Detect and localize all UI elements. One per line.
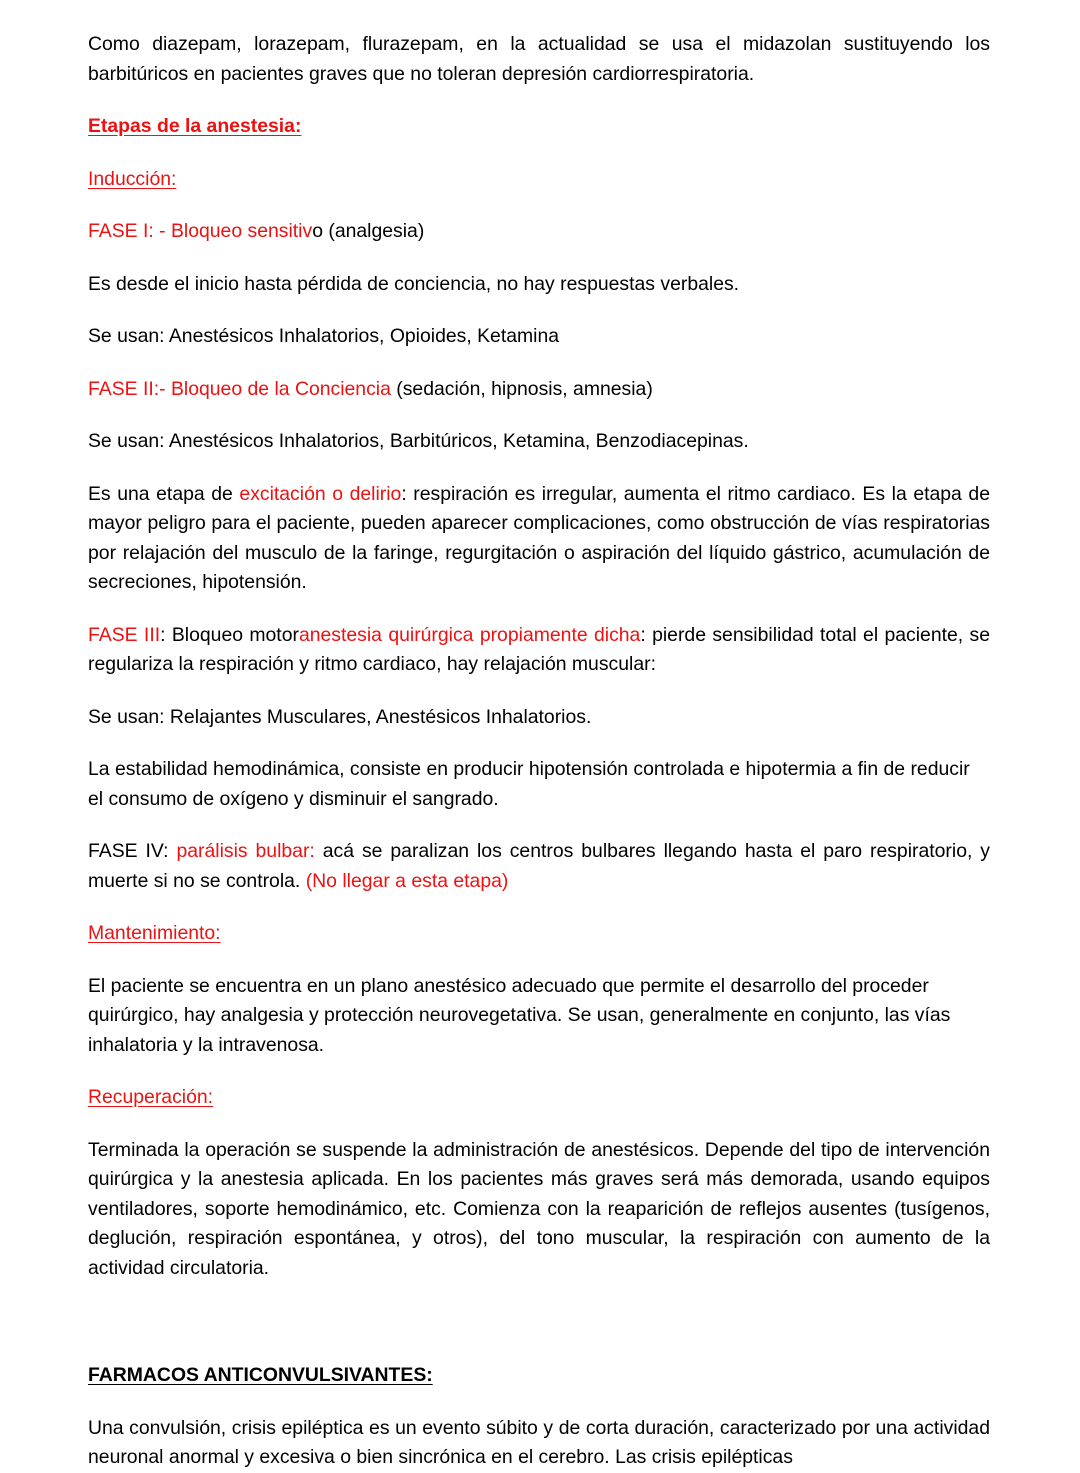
fase-1-red-text: FASE I: - Bloqueo sensitiv — [88, 220, 313, 242]
fase-3-black-end: : pierde sensibilidad total el paciente, se regulariza la respiración y ritmo cardiaco, hay relajación muscular: — [88, 623, 991, 675]
paragraph-fase-2 — [88, 375, 990, 405]
heading-farmacos-label: FARMACOS ANTICONVULSIVANTES: — [88, 1364, 433, 1386]
fase-2-black-text: (sedación, hipnosis, amnesia) — [390, 377, 653, 400]
paragraph-fase-1-descripcion: Es desde el inicio hasta pérdida de conciencia, no hay respuestas verbales. — [88, 272, 740, 295]
heading-mantenimiento-label: Mantenimiento: — [88, 922, 221, 944]
excitacion-black-start: Es una etapa de — [88, 482, 240, 505]
excitacion-black-end: : respiración es irregular, aumenta el ritmo cardiaco. Es la etapa de mayor peligro para el paciente, pueden aparecer complicaciones, como obstrucción de vías respiratorias por relajación del musculo de la faringe, regurgitación o aspiración del líquido gástrico, acumulación de secreciones, hipotensión. — [88, 482, 990, 593]
fase-4-black-mid: acá se paralizan los centros bulbares llegando hasta el paro respiratorio, y muerte si no se controla. — [88, 840, 990, 892]
heading-farmacos-anticonvulsivantes — [88, 1361, 990, 1391]
paragraph-fase-3-farmacos: Se usan: Relajantes Musculares, Anestésicos Inhalatorios. — [88, 705, 592, 728]
paragraph-farmacos-descripcion: Una convulsión, crisis epiléptica es un evento súbito y de corta duración, caracterizado por una actividad neuronal anormal y excesiva o bien sincrónica en el cerebro. Las crisis epilépticas — [88, 1416, 990, 1468]
fase-4-red-end: (No llegar a esta etapa) — [305, 869, 509, 892]
paragraph-fase-3 — [88, 621, 990, 680]
fase-2-red-text: FASE II:- Bloqueo de la Conciencia — [88, 377, 391, 400]
fase-4-black-start: FASE IV: — [88, 840, 177, 862]
heading-recuperacion-label: Recuperación: — [88, 1086, 214, 1108]
paragraph-recuperacion: Terminada la operación se suspende la administración de anestésicos. Depende del tipo de intervención quirúrgica y la anestesia aplicada. En los pacientes más graves será más demorada, usando equipos ventiladores, soporte hemodinámico, etc. Comienza con la reaparición de reflejos ausentes (tusígenos, deglución, respiración espontánea, y otros), del tono muscular, la respiración con aumento de la actividad circulatoria. — [88, 1138, 990, 1279]
paragraph-mantenimiento: El paciente se encuentra en un plano anestésico adecuado que permite el desarrollo del proceder quirúrgico, hay analgesia y protección neurovegetativa. Se usan, generalmente en conjunto, las vías inhalatoria y la intravenosa. — [88, 974, 951, 1056]
paragraph-intro: Como diazepam, lorazepam, flurazepam, en la actualidad se usa el midazolan sustituyendo los barbitúricos en pacientes graves que no toleran depresión cardiorrespiratoria. — [88, 33, 990, 85]
paragraph-excitacion-delirio — [88, 480, 990, 598]
fase-3-red-mid: anestesia quirúrgica propiamente dicha — [298, 623, 641, 646]
paragraph-fase-2-farmacos: Se usan: Anestésicos Inhalatorios, Barbitúricos, Ketamina, Benzodiacepinas. — [88, 430, 749, 452]
paragraph-fase-1-farmacos: Se usan: Anestésicos Inhalatorios, Opioides, Ketamina — [88, 325, 560, 347]
heading-mantenimiento — [88, 919, 990, 949]
paragraph-fase-1 — [88, 217, 990, 247]
heading-induccion-label: Inducción: — [88, 167, 177, 190]
excitacion-red-text: excitación o delirio — [239, 482, 402, 505]
fase-4-red-text: parálisis bulbar: — [176, 840, 315, 862]
heading-etapas-de-la-anestesia — [88, 112, 990, 142]
heading-induccion — [88, 165, 990, 195]
paragraph-fase-4 — [88, 837, 990, 896]
fase-3-red-start: FASE III — [88, 623, 161, 646]
paragraph-estabilidad-hemodinamica: La estabilidad hemodinámica, consiste en producir hipotensión controlada e hipotermia a fin de reducir el consumo de oxígeno y disminuir el sangrado. — [88, 758, 970, 810]
document-body — [88, 30, 990, 1473]
heading-recuperacion — [88, 1083, 990, 1113]
fase-1-black-text: o (analgesia) — [312, 220, 425, 242]
fase-3-black-mid: : Bloqueo motor — [160, 623, 299, 646]
heading-etapas-label: Etapas de la anestesia: — [88, 115, 302, 137]
